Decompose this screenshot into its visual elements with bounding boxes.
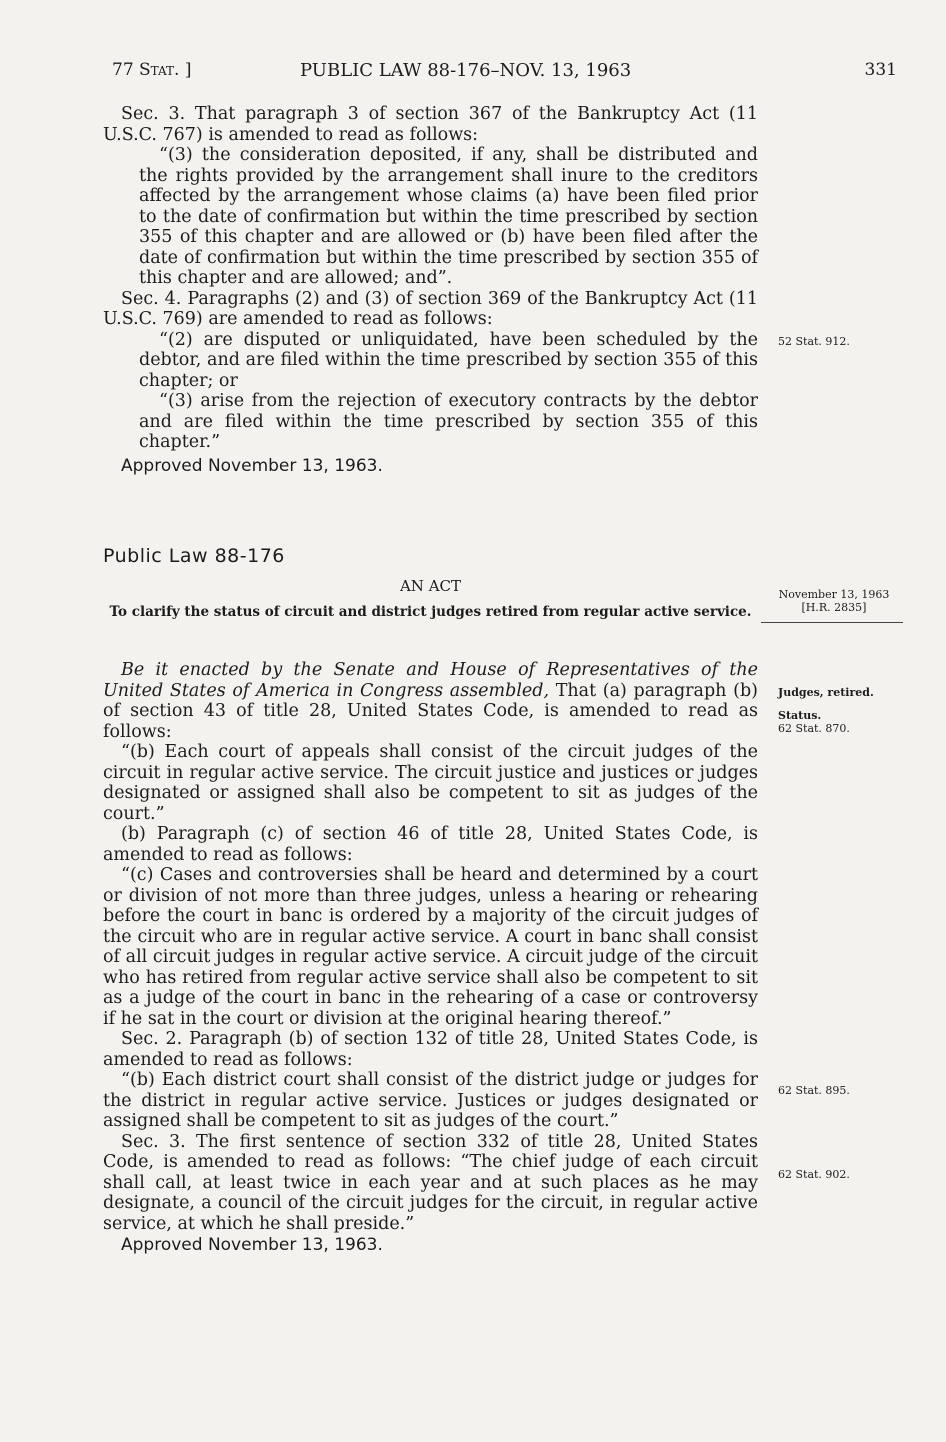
enacting-clause-rest: That (a) paragraph (b) of section 43 of title 28, United States Code, is amended to read as follows: (103, 680, 758, 742)
public-law-title: Public Law 88-176 (103, 545, 285, 567)
margin-note-stat-912: 52 Stat. 912. (778, 335, 850, 348)
margin-note-status: Status. (778, 709, 822, 722)
margin-rule (761, 622, 903, 623)
header-title: PUBLIC LAW 88-176–NOV. 13, 1963 (300, 60, 632, 81)
approved-line-2: Approved November 13, 1963. (121, 1235, 383, 1255)
sec4-quote-3: “(3) arise from the rejection of executory contracts by the debtor and are filed within the time prescribed by section 355 of this chapter.” (139, 391, 758, 452)
sec3-chief-judge: Sec. 3. The first sentence of section 332 of title 28, United States Code, is amended to read as follows: “The chief judge of each circuit shall call, at least twice in each year and at such places as he may designate, a council of the circuit judges for the circuit, in regular active service, at which he shall preside.” (103, 1131, 758, 1234)
running-header (112, 60, 897, 84)
margin-note-judges-retired: Judges, retired. (778, 686, 874, 699)
sec3-quote: “(3) the consideration deposited, if any, shall be distributed and the rights provided by the arrangement shall inure to the creditors affected by the arrangement whose claims (a) have been filed prior to the date of confirmation but within the time prescribed by section 355 of this chapter and are allowed or (b) have been filed after the date of confirmation but within the time prescribed by section 355 of this chapter and are allowed; and”. (139, 145, 758, 288)
sec4-intro: Sec. 4. Paragraphs (2) and (3) of section 369 of the Bankruptcy Act (11 U.S.C. 769) are amended to read as follows: (103, 288, 758, 329)
margin-note-date (765, 588, 903, 614)
sec3-intro: Sec. 3. That paragraph 3 of section 367 of the Bankruptcy Act (11 U.S.C. 767) is amended to read as follows: (103, 104, 758, 145)
quote-b: “(b) Each court of appeals shall consist of the circuit judges of the circuit in regular active service. The circuit justice and justices or judges designated or assigned shall also be competent to sit as judges of the court.” (103, 742, 758, 824)
an-act-heading: AN ACT (399, 577, 462, 595)
sec2-intro: Sec. 2. Paragraph (b) of section 132 of title 28, United States Code, is amended to read as follows: (103, 1029, 758, 1070)
margin-note-stat-902: 62 Stat. 902. (778, 1168, 850, 1181)
margin-date: November 13, 1963 (778, 588, 890, 601)
sec2-quote: “(b) Each district court shall consist of the district judge or judges for the district in regular active service. Justices or judges designated or assigned shall be competent to sit as judges of the court.” (103, 1070, 758, 1131)
margin-note-stat-870: 62 Stat. 870. (778, 722, 850, 735)
margin-hr: [H.R. 2835] (801, 601, 867, 614)
header-volume: 77 Stat. ] (112, 60, 192, 80)
margin-note-stat-895: 62 Stat. 895. (778, 1084, 850, 1097)
enacting-clause-italic: Be it enacted by the Senate and House of Representatives of the United States of America in Congress assembled, (103, 660, 758, 701)
sec4-quote-2: “(2) are disputed or unliquidated, have been scheduled by the debtor, and are filed within the time prescribed by section 355 of this chapter; or (139, 329, 758, 391)
long-title: To clarify the status of circuit and district judges retired from regular active service. (109, 604, 752, 620)
page-number: 331 (864, 60, 897, 80)
section-block-bankruptcy (103, 104, 758, 476)
para-b: (b) Paragraph (c) of section 46 of title 28, United States Code, is amended to read as follows: (103, 824, 758, 865)
approved-line-1: Approved November 13, 1963. (121, 455, 383, 476)
quote-c: “(c) Cases and controversies shall be heard and determined by a court or division of not more than three judges, unless a hearing or rehearing before the court in banc is ordered by a majority of the circuit judges of the circuit who are in regular active service. A court in banc shall consist of all circuit judges in regular active service. A circuit judge of the circuit who has retired from regular active service shall also be competent to sit as a judge of the court in banc in the rehearing of a case or controversy if he sat in the court or division at the original hearing thereof.” (103, 865, 758, 1029)
section-block-judges (103, 660, 758, 1256)
enacting-clause (103, 660, 758, 742)
